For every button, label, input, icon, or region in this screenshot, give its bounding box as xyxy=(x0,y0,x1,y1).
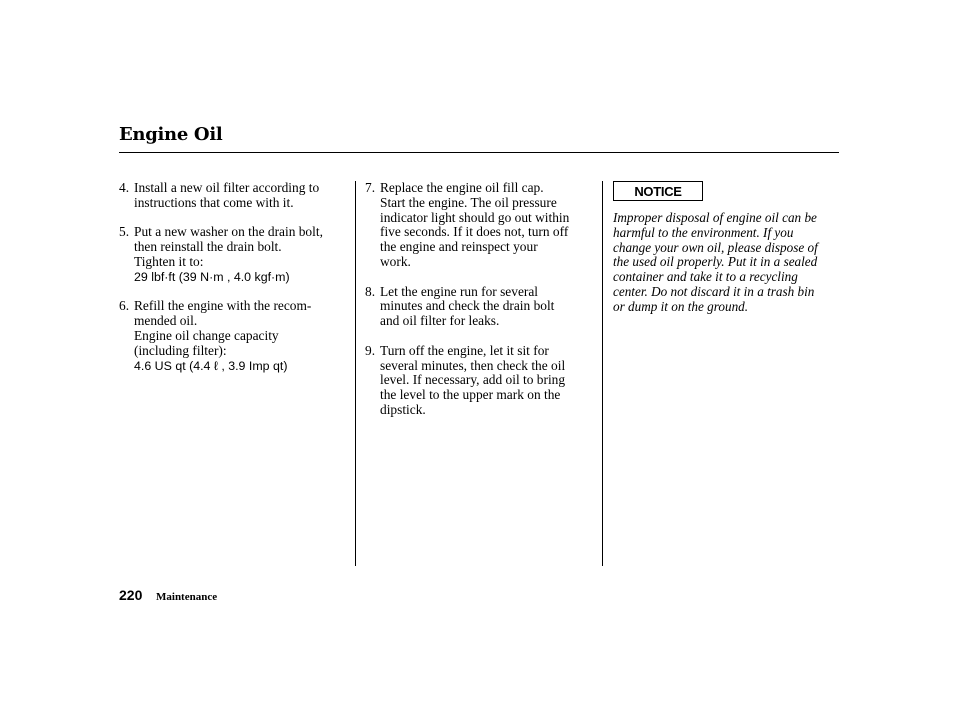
step-number: 8. xyxy=(365,283,376,299)
step-4 xyxy=(119,181,351,211)
step-text-line: minutes and check the drain bolt xyxy=(380,298,555,314)
capacity-spec: 4.6 US qt (4.4 ℓ , 3.9 Imp qt) xyxy=(134,358,288,373)
page-title: Engine Oil xyxy=(119,124,223,145)
page-number: 220 xyxy=(119,587,143,603)
torque-spec: 29 lbf·ft (39 N·m , 4.0 kgf·m) xyxy=(134,269,290,284)
step-number: 4. xyxy=(119,180,130,195)
notice-text-line: center. Do not discard it in a trash bin xyxy=(613,283,815,299)
step-text-line: Start the engine. The oil pressure xyxy=(380,194,557,210)
step-5 xyxy=(119,225,351,284)
step-text-line: work. xyxy=(380,253,411,269)
notice-text-line: harmful to the environment. If you xyxy=(613,224,794,240)
notice-text-line: or dump it on the ground. xyxy=(613,298,749,314)
section-name: Maintenance xyxy=(156,591,218,603)
notice-text-line: change your own oil, please dispose of xyxy=(613,239,818,255)
step-text-line: five seconds. If it does not, turn off xyxy=(380,224,569,240)
step-number: 5. xyxy=(119,224,130,240)
step-number: 9. xyxy=(365,342,376,358)
step-text-line: level. If necessary, add oil to bring xyxy=(380,372,566,388)
step-text-line: Turn off the engine, let it sit for xyxy=(380,342,549,358)
step-text-line: Tighten it to: xyxy=(134,253,204,269)
column-middle xyxy=(365,181,597,433)
step-text-line: Install a new oil filter according to xyxy=(134,180,320,195)
step-number: 7. xyxy=(365,180,376,195)
column-divider xyxy=(602,181,603,566)
step-number: 6. xyxy=(119,298,130,314)
step-text-line: Put a new washer on the drain bolt, xyxy=(134,224,323,240)
step-text-line: Engine oil change capacity xyxy=(134,327,279,343)
step-text-line: then reinstall the drain bolt. xyxy=(134,239,282,255)
notice-label: NOTICE xyxy=(613,181,703,201)
step-text-line: Refill the engine with the recom- xyxy=(134,298,312,314)
notice-text xyxy=(613,211,818,315)
column-divider xyxy=(355,181,356,566)
notice-text-line: Improper disposal of engine oil can be xyxy=(613,210,817,225)
notice-text-line: the used oil properly. Put it in a sealed xyxy=(613,254,818,270)
step-6 xyxy=(119,299,351,373)
step-text-line: and oil filter for leaks. xyxy=(380,313,500,329)
notice-text-line: container and take it to a recycling xyxy=(613,269,798,285)
column-left xyxy=(119,181,351,388)
step-text-line: Replace the engine oil fill cap. xyxy=(380,180,544,195)
step-text-line: Let the engine run for several xyxy=(380,283,539,299)
step-7 xyxy=(365,181,597,270)
step-text-line: the engine and reinspect your xyxy=(380,239,538,255)
step-text-line: mended oil. xyxy=(134,313,198,329)
title-rule xyxy=(119,152,839,153)
step-text-line: dipstick. xyxy=(380,401,426,417)
step-text-line: instructions that come with it. xyxy=(134,194,294,210)
step-text-line: indicator light should go out within xyxy=(380,209,570,225)
step-9 xyxy=(365,344,597,418)
step-text-line: several minutes, then check the oil xyxy=(380,357,566,373)
step-8 xyxy=(365,285,597,329)
step-text-line: the level to the upper mark on the xyxy=(380,387,561,403)
step-text-line: (including filter): xyxy=(134,342,227,358)
